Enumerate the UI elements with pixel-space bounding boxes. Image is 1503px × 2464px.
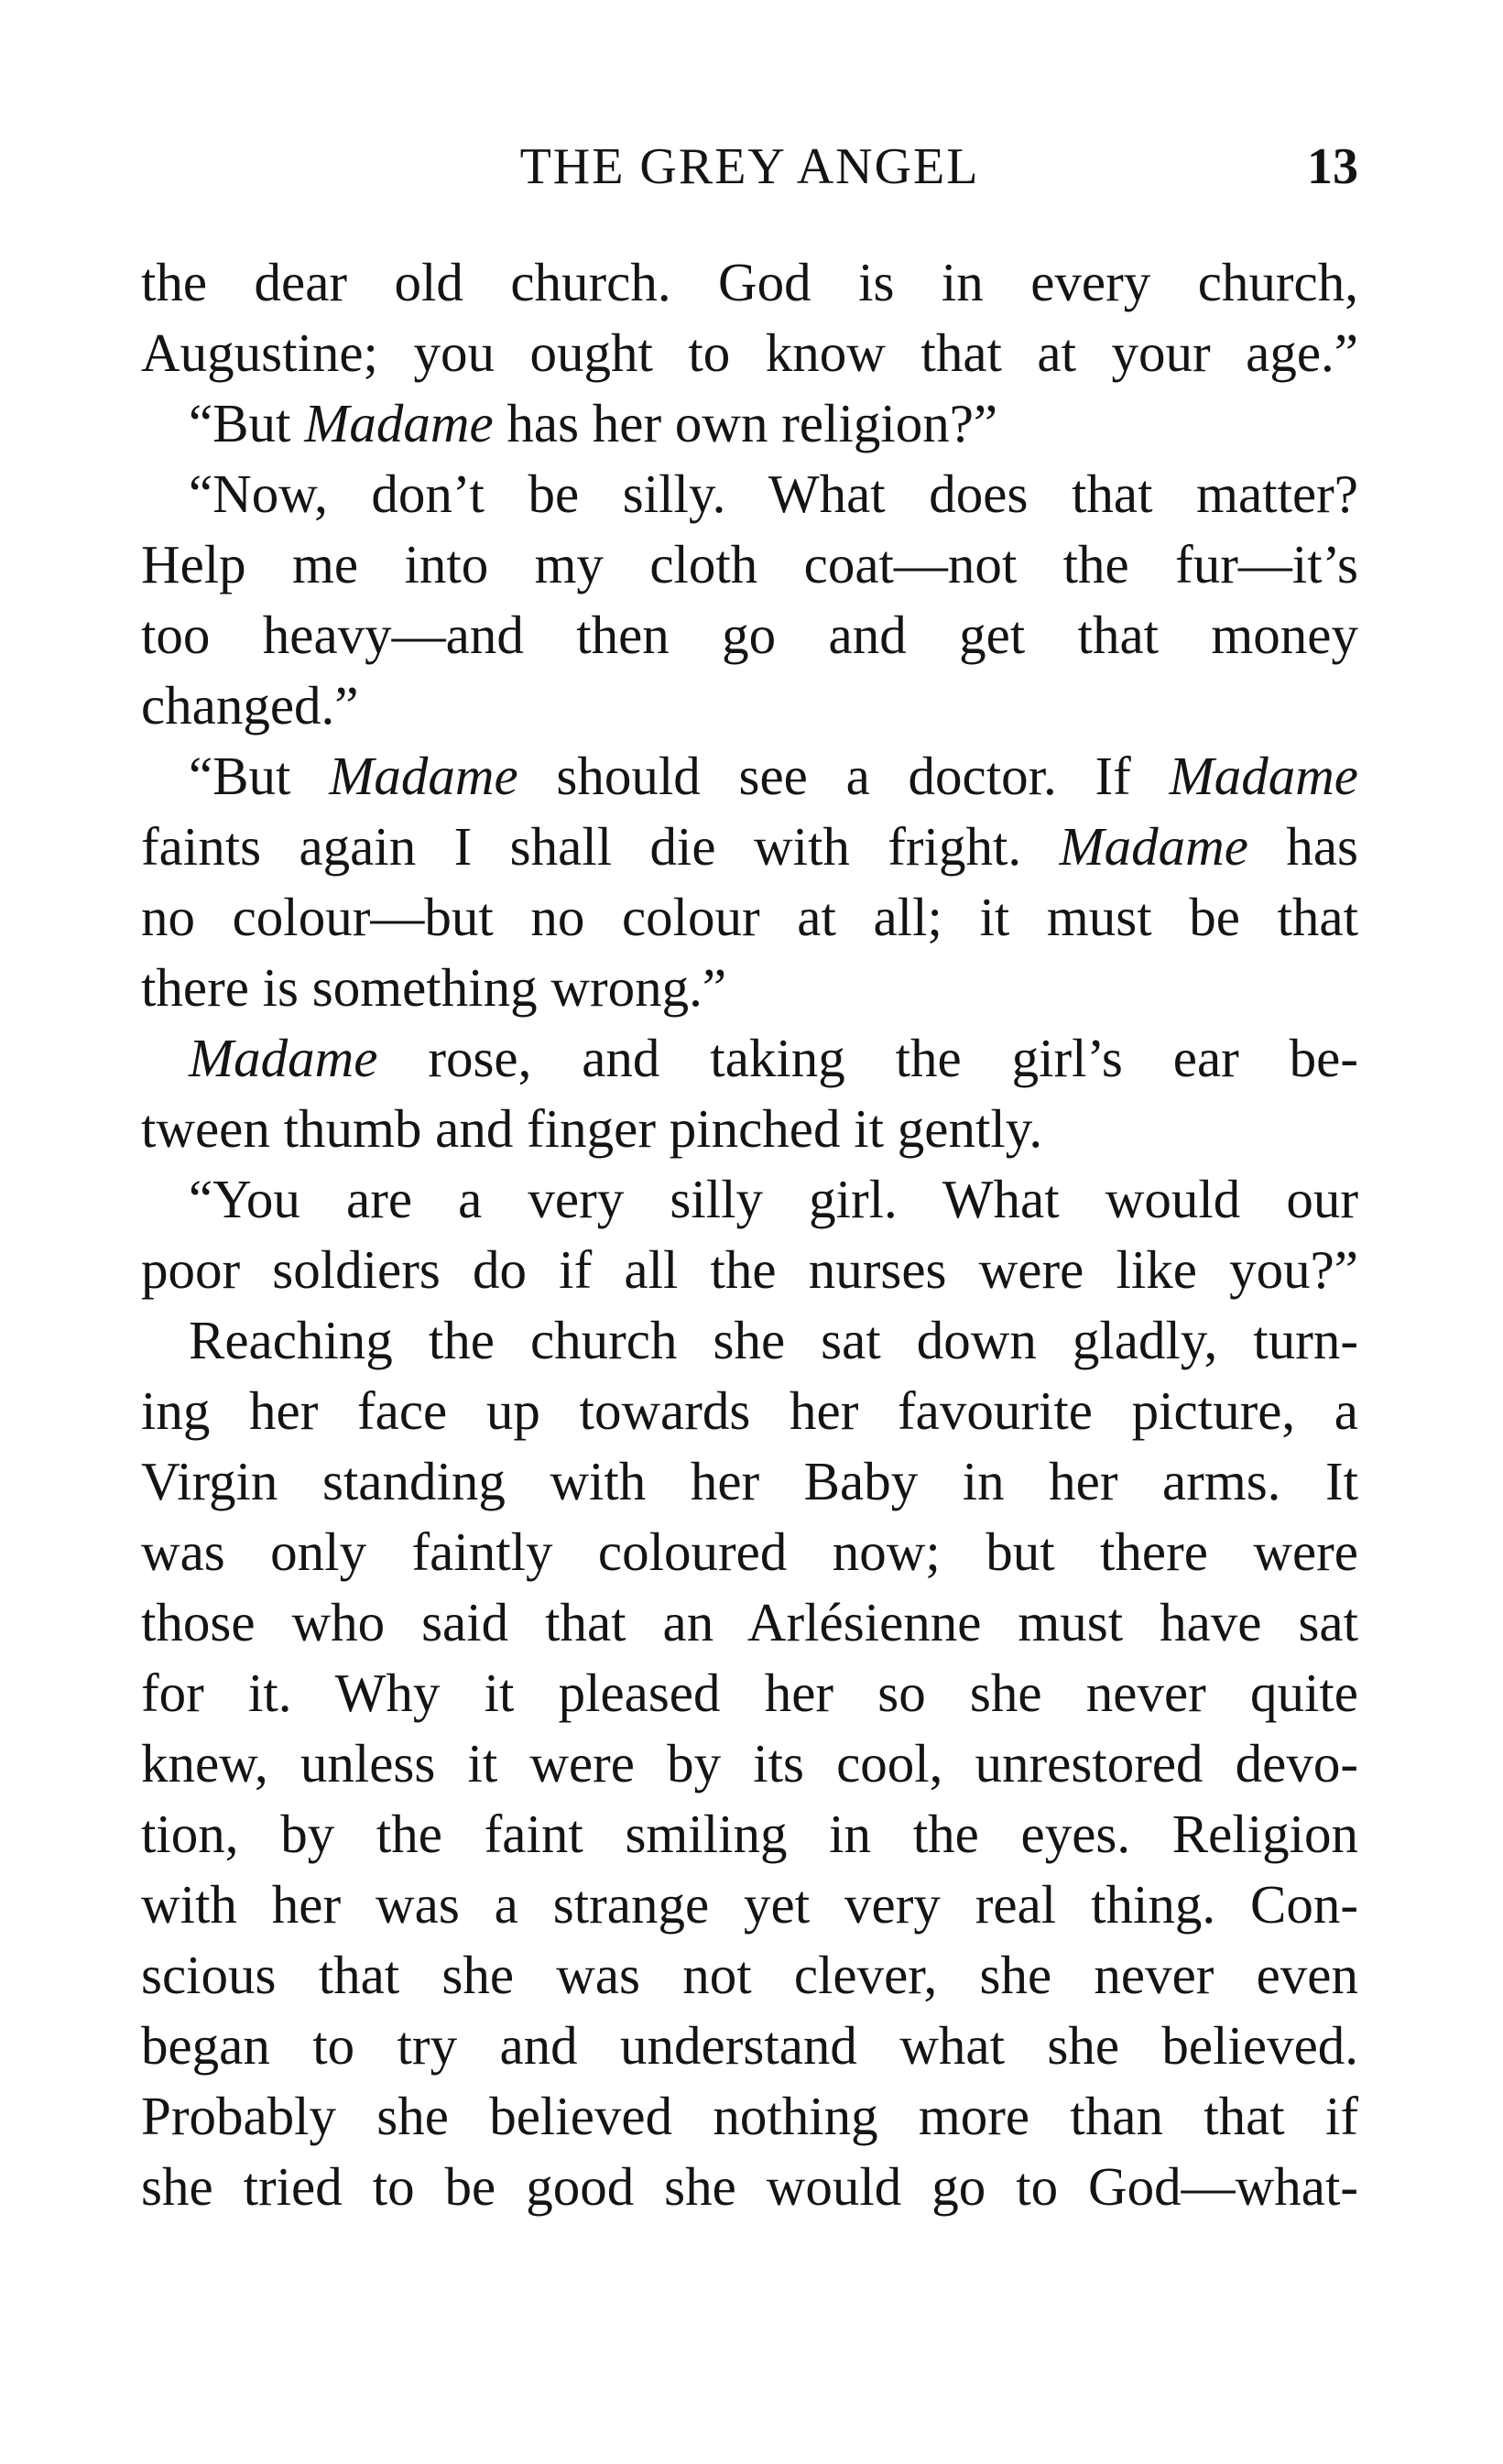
text-line	[141, 1446, 1358, 1517]
text-segment: began to try and understand what she believed.	[141, 2015, 1358, 2076]
page-number: 13	[1307, 138, 1358, 195]
text-segment: the dear old church. God is in every church,	[141, 252, 1358, 312]
body-text	[141, 247, 1358, 2222]
text-line	[141, 600, 1358, 671]
text-segment: Help me into my cloth coat—not the fur—it’s	[141, 534, 1358, 594]
text-line	[141, 1870, 1358, 1940]
text-line	[141, 247, 1358, 318]
text-segment: changed.”	[141, 675, 359, 736]
text-segment: faints again I shall die with fright.	[141, 816, 1060, 877]
text-segment: has her own religion?”	[493, 393, 998, 453]
text-segment: knew, unless it were by its cool, unrestored devo-	[141, 1733, 1358, 1793]
text-segment: poor soldiers do if all the nurses were like you?”	[141, 1239, 1358, 1300]
text-line	[141, 1023, 1358, 1094]
text-segment: should see a doctor. If	[517, 746, 1170, 806]
text-segment: “But	[189, 746, 330, 806]
text-segment: Virgin standing with her Baby in her arms. It	[141, 1451, 1358, 1511]
text-segment: “Now, don’t be silly. What does that matter?	[189, 463, 1358, 524]
text-line	[141, 388, 1358, 459]
text-segment: scious that she was not clever, she never even	[141, 1945, 1358, 2005]
italic-text: Madame	[1059, 816, 1248, 877]
text-line	[141, 1799, 1358, 1870]
text-segment: with her was a strange yet very real thing. Con-	[141, 1874, 1358, 1935]
text-segment: too heavy—and then go and get that money	[141, 605, 1358, 665]
text-line	[141, 1094, 1358, 1164]
italic-text: Madame	[329, 746, 518, 806]
text-line	[141, 2081, 1358, 2152]
text-segment: “You are a very silly girl. What would our	[189, 1169, 1358, 1229]
text-segment: ing her face up towards her favourite picture, a	[141, 1380, 1358, 1441]
text-segment: tween thumb and finger pinched it gently.	[141, 1098, 1043, 1159]
text-line	[141, 812, 1358, 882]
text-segment: for it. Why it pleased her so she never quite	[141, 1663, 1358, 1723]
page-header	[141, 137, 1358, 202]
text-line	[141, 2152, 1358, 2222]
text-line	[141, 2011, 1358, 2081]
text-segment: no colour—but no colour at all; it must be that	[141, 887, 1358, 947]
text-segment: Probably she believed nothing more than that if	[141, 2086, 1358, 2146]
text-line	[141, 1305, 1358, 1376]
text-line	[141, 671, 1358, 741]
text-line	[141, 318, 1358, 388]
text-segment: was only faintly coloured now; but there were	[141, 1521, 1358, 1582]
text-segment: Augustine; you ought to know that at your age.”	[141, 322, 1358, 383]
text-line	[141, 1940, 1358, 2011]
text-line	[141, 741, 1358, 812]
italic-text: Madame	[304, 393, 494, 453]
running-title: THE GREY ANGEL	[519, 138, 980, 195]
text-segment: has	[1247, 816, 1358, 877]
text-segment: she tried to be good she would go to God—what-	[141, 2156, 1358, 2217]
text-segment: Reaching the church she sat down gladly, turn-	[189, 1310, 1358, 1370]
text-line	[141, 1728, 1358, 1799]
text-line	[141, 1164, 1358, 1235]
text-line	[141, 1235, 1358, 1305]
text-line	[141, 1658, 1358, 1728]
text-segment: there is something wrong.”	[141, 957, 727, 1018]
italic-text: Madame	[189, 1028, 378, 1088]
text-segment: “But	[189, 393, 305, 453]
text-segment: those who said that an Arlésienne must have sat	[141, 1592, 1358, 1652]
text-line	[141, 953, 1358, 1023]
text-line	[141, 1587, 1358, 1658]
text-line	[141, 459, 1358, 529]
text-line	[141, 1517, 1358, 1587]
text-line	[141, 882, 1358, 953]
text-segment: tion, by the faint smiling in the eyes. Religion	[141, 1804, 1358, 1864]
text-line	[141, 529, 1358, 600]
text-line	[141, 1376, 1358, 1446]
italic-text: Madame	[1169, 746, 1358, 806]
text-segment: rose, and taking the girl’s ear be-	[377, 1028, 1358, 1088]
